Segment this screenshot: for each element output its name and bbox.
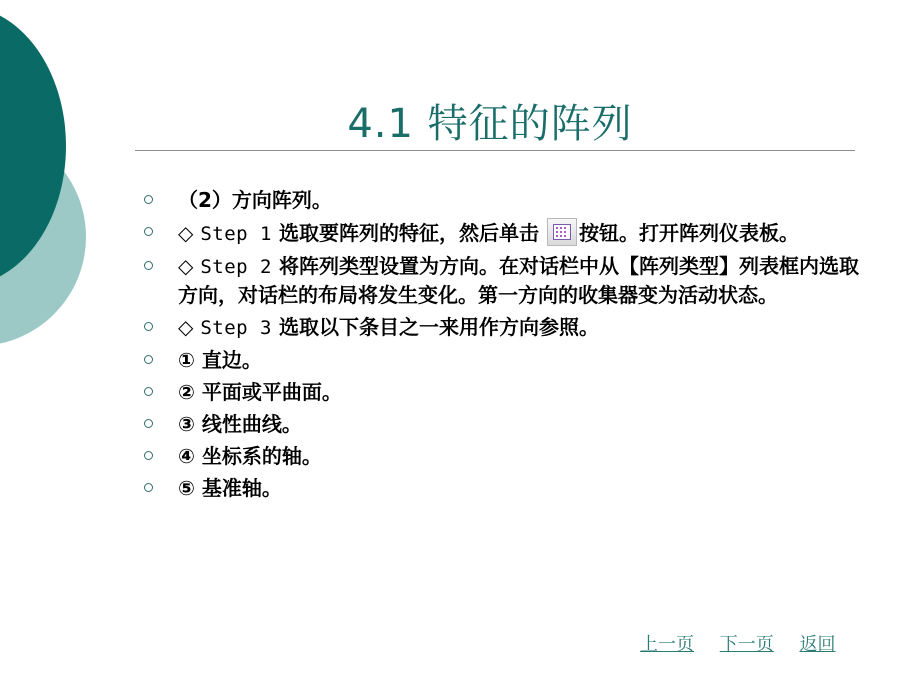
- step-prefix: ◇: [178, 315, 201, 339]
- bullet-text: ② 平面或平曲面。: [178, 380, 342, 404]
- bullet-circle-icon: [144, 387, 153, 396]
- bullet-circle-icon: [144, 322, 153, 331]
- bullet-list: [140, 186, 860, 506]
- step-label: Step 1: [200, 223, 272, 245]
- bullet-item: [140, 346, 860, 374]
- step-label: Step 3: [200, 317, 272, 339]
- bullet-item: [140, 186, 860, 214]
- bullet-circle-icon: [144, 227, 153, 236]
- bullet-item-step1: [140, 218, 860, 248]
- bullet-text: ④ 坐标系的轴。: [178, 444, 322, 468]
- slide-navigation: [640, 630, 835, 656]
- pattern-grid-icon[interactable]: [547, 218, 577, 246]
- step-label: Step 2: [200, 256, 272, 278]
- bullet-item-step2: [140, 252, 860, 309]
- bullet-text: （2）方向阵列。: [178, 188, 332, 212]
- bullet-circle-icon: [144, 483, 153, 492]
- slide-title: 4.1 特征的阵列: [347, 101, 633, 147]
- bullet-circle-icon: [144, 451, 153, 460]
- bullet-item: [140, 410, 860, 438]
- next-page-link[interactable]: 下一页: [719, 634, 774, 655]
- bullet-item: [140, 474, 860, 502]
- bullet-item: [140, 442, 860, 470]
- bullet-item-step3: [140, 313, 860, 342]
- bullet-text: ③ 线性曲线。: [178, 412, 302, 436]
- bullet-text: 按钮。打开阵列仪表板。: [578, 221, 799, 245]
- step-prefix: ◇: [178, 254, 201, 278]
- bullet-text: 选取以下条目之一来用作方向参照。: [271, 315, 599, 339]
- bullet-circle-icon: [144, 261, 153, 270]
- prev-page-link[interactable]: 上一页: [640, 634, 694, 655]
- step-prefix: ◇: [178, 221, 201, 245]
- back-link[interactable]: 返回: [799, 634, 836, 655]
- bullet-circle-icon: [144, 355, 153, 364]
- bullet-text: ⑤ 基准轴。: [178, 476, 282, 500]
- bullet-text: 选取要阵列的特征，然后单击: [271, 221, 539, 245]
- bullet-item: [140, 378, 860, 406]
- bullet-circle-icon: [144, 419, 153, 428]
- bullet-text: 将阵列类型设置为方向。在对话栏中从【阵列类型】列表框内选取方向，对话栏的布局将发生变化。第一方向的收集器变为活动状态。: [178, 254, 859, 307]
- title-divider: [135, 150, 855, 151]
- bullet-circle-icon: [144, 195, 153, 204]
- bullet-text: ① 直边。: [178, 348, 262, 372]
